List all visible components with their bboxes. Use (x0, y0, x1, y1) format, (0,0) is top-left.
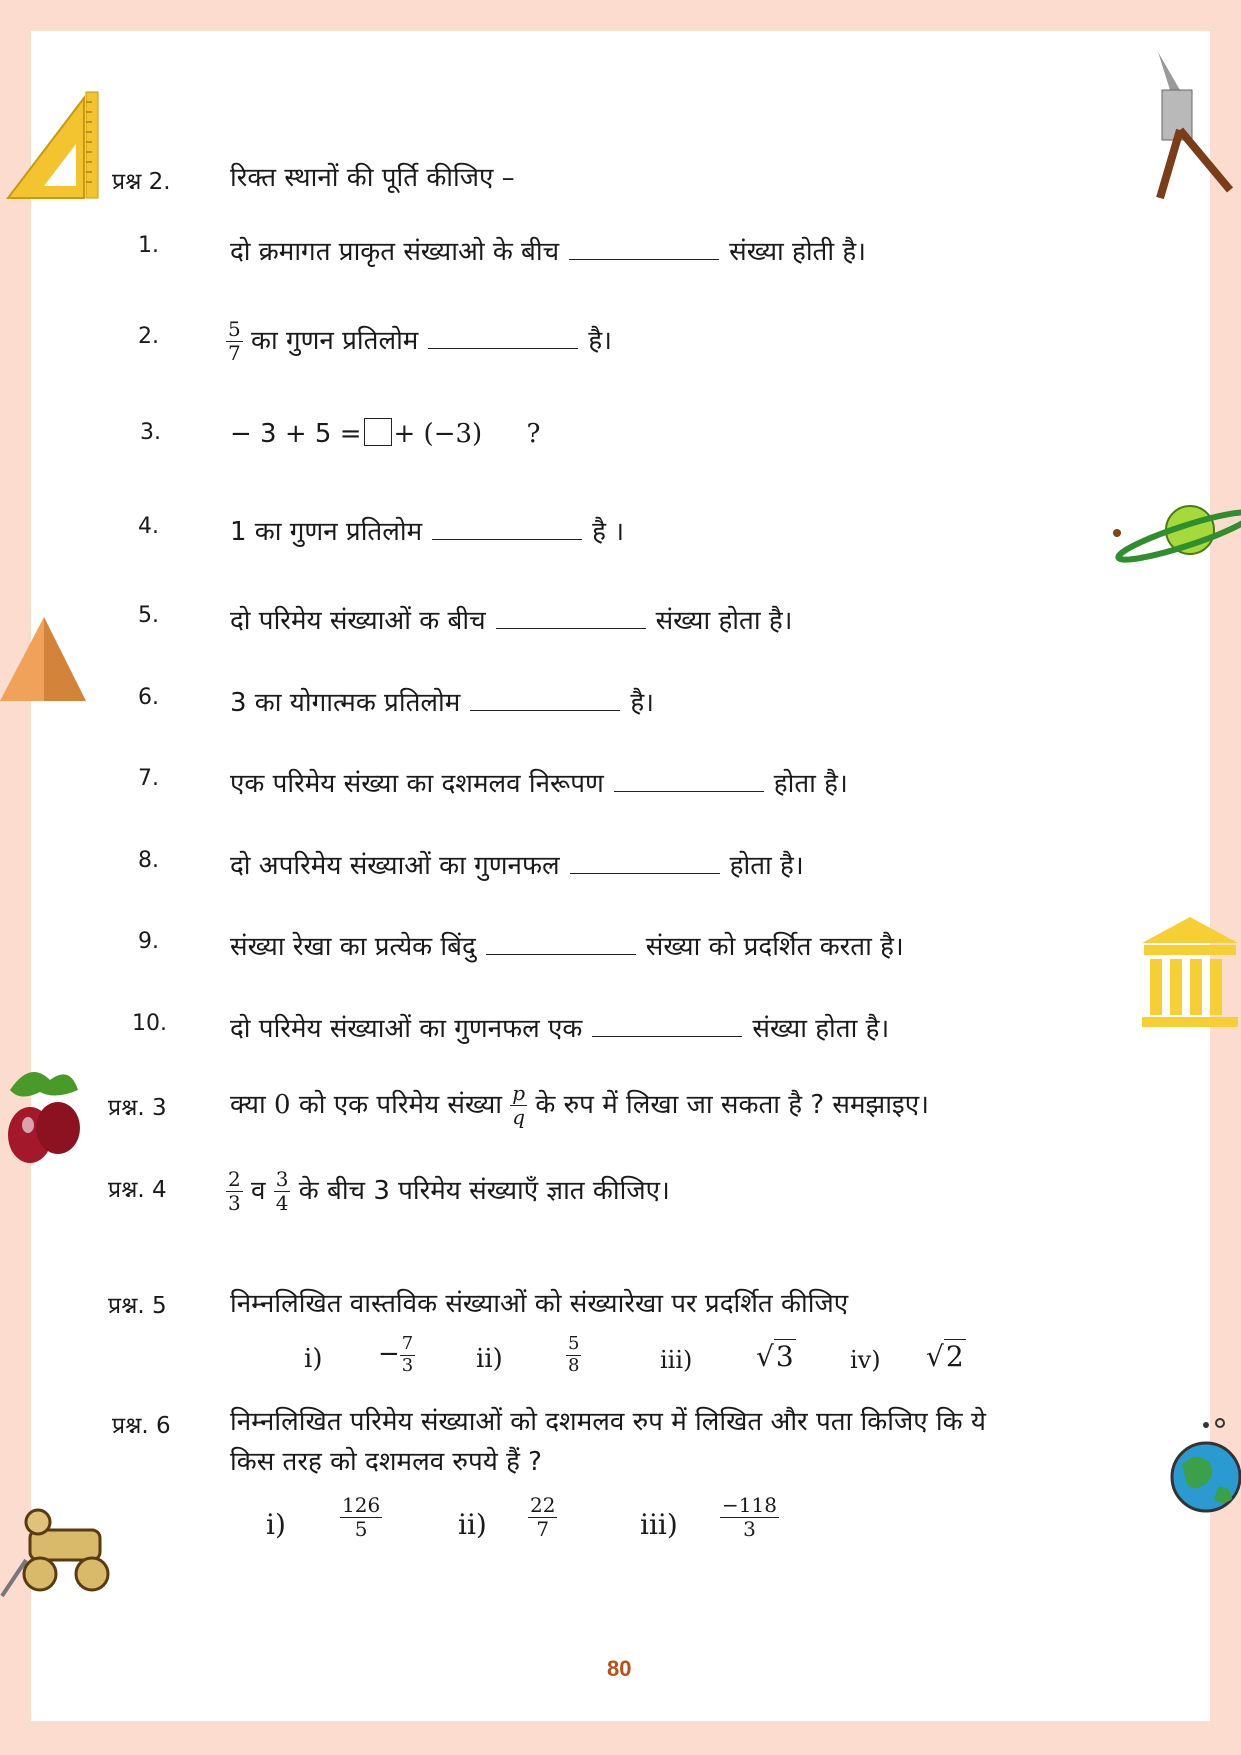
math-expression: − $\frac{7}{3}$ (378, 1333, 414, 1376)
item-text-before: दो परिमेय संख्याओं का गुणनफल एक (230, 1014, 583, 1044)
item-text-after: संख्या होती है। (729, 237, 867, 267)
question-text: क्या 0 को एक परिमेय संख्या $\frac{p}{q}$ के रुप में लिखा जा सकता है ? समझाइए। (230, 1081, 929, 1129)
roman-numeral: ii) (458, 1508, 487, 1541)
ruler-triangle-icon (4, 90, 100, 200)
cannon-icon (0, 1500, 125, 1600)
question-mark: ? (526, 419, 541, 449)
fraction: $\frac{p}{q}$ (512, 1081, 526, 1129)
fill-in-item (226, 318, 612, 365)
item-text-after: है। (630, 688, 654, 718)
question-text: $\frac{2}{3}$ व $\frac{3}{4}$ के बीच 3 परिमेय संख्याएँ ज्ञात कीजिए। (228, 1167, 670, 1215)
math-expression: $\frac{22}{7}$ (530, 1493, 556, 1541)
globe-icon (1160, 1415, 1241, 1525)
answer-blank[interactable] (496, 604, 646, 629)
math-expression: $\frac{5}{8}$ (568, 1333, 580, 1376)
item-text-before: संख्या रेखा का प्रत्येक बिंदु (230, 932, 476, 962)
equation-lhs: − 3 + 5 = (230, 419, 362, 449)
fill-in-item (230, 232, 866, 268)
temple-icon (1140, 915, 1241, 1030)
item-text-after: होता है। (729, 851, 804, 881)
item-text-before: एक परिमेय संख्या का दशमलव निरूपण (230, 769, 604, 799)
empty-box[interactable] (364, 418, 392, 446)
radish-icon (0, 1060, 90, 1170)
item-number: 4. (138, 514, 159, 539)
item-text-before: 3 का योगात्मक प्रतिलोम (230, 688, 461, 718)
math-expression: $\frac{-118}{3}$ (722, 1493, 777, 1541)
fill-in-item (230, 601, 792, 637)
item-number: 5. (138, 603, 159, 628)
item-text-after: संख्या होता है। (752, 1014, 890, 1044)
question-text: किस तरह को दशमलव रुपये हैं ? (230, 1447, 542, 1477)
item-number: 6. (138, 685, 159, 710)
fill-in-item (230, 927, 904, 963)
roman-numeral: i) (266, 1508, 286, 1541)
item-text-before: का गुणन प्रतिलोम (251, 326, 419, 356)
question-label: प्रश्न. 4 (108, 1177, 167, 1203)
compass-icon (1150, 50, 1240, 200)
fraction: $\frac{3}{4}$ (275, 1167, 289, 1215)
math-expression: $\frac{126}{5}$ (342, 1493, 381, 1541)
answer-blank[interactable] (470, 686, 620, 711)
question-text: निम्नलिखित परिमेय संख्याओं को दशमलव रुप में लिखित और पता किजिए कि ये (230, 1407, 986, 1437)
fill-in-item (230, 846, 804, 882)
planet-icon (1110, 500, 1241, 570)
item-number: 2. (138, 324, 159, 349)
question-label: प्रश्न. 5 (108, 1293, 167, 1319)
equation-item (230, 418, 540, 449)
page-number: 80 (607, 1656, 632, 1681)
item-text-after: है। (588, 326, 613, 356)
answer-blank[interactable] (569, 235, 719, 260)
answer-blank[interactable] (614, 767, 764, 792)
pyramid-icon (0, 615, 88, 705)
roman-numeral: iii) (660, 1346, 693, 1374)
question-label: प्रश्न. 6 (112, 1413, 171, 1439)
answer-blank[interactable] (428, 324, 578, 349)
answer-blank[interactable] (432, 515, 582, 540)
item-number: 8. (138, 848, 159, 873)
question-title: रिक्त स्थानों की पूर्ति कीजिए – (230, 163, 515, 193)
question-label: प्रश्न. 3 (108, 1095, 167, 1121)
question-label: प्रश्न 2. (112, 169, 171, 195)
fill-in-item (230, 683, 654, 719)
item-number: 9. (138, 929, 159, 954)
fill-in-item (230, 764, 848, 800)
item-text-after: संख्या होता है। (655, 606, 793, 636)
answer-blank[interactable] (592, 1012, 742, 1037)
item-text-before: दो अपरिमेय संख्याओं का गुणनफल (230, 851, 560, 881)
math-expression: √2 (926, 1340, 964, 1373)
item-text-before: दो क्रमागत प्राकृत संख्याओ के बीच (230, 237, 560, 267)
roman-numeral: iii) (640, 1508, 678, 1541)
equation-rhs: + (−3) (393, 419, 483, 449)
item-text-after: संख्या को प्रदर्शित करता है। (645, 932, 904, 962)
question-text: निम्नलिखित वास्तविक संख्याओं को संख्यारेखा पर प्रदर्शित कीजिए (230, 1289, 849, 1319)
answer-blank[interactable] (570, 849, 720, 874)
fill-in-item (230, 1009, 889, 1045)
fill-in-item (230, 512, 624, 548)
item-text-after: होता है। (773, 769, 848, 799)
item-text-before: 1 का गुणन प्रतिलोम (230, 517, 423, 547)
item-text-before: दो परिमेय संख्याओं क बीच (230, 606, 486, 636)
roman-numeral: iv) (850, 1346, 881, 1374)
roman-numeral: ii) (476, 1344, 503, 1374)
item-number: 10. (132, 1011, 167, 1036)
math-expression: √3 (756, 1340, 794, 1373)
item-number: 7. (138, 766, 159, 791)
item-number: 3. (140, 420, 161, 445)
item-text-after: है । (592, 517, 625, 547)
roman-numeral: i) (304, 1344, 323, 1374)
answer-blank[interactable] (486, 930, 636, 955)
fraction: $\frac{2}{3}$ (228, 1167, 241, 1215)
item-number: 1. (138, 233, 159, 258)
fraction: $\frac{5}{7}$ (228, 317, 241, 365)
